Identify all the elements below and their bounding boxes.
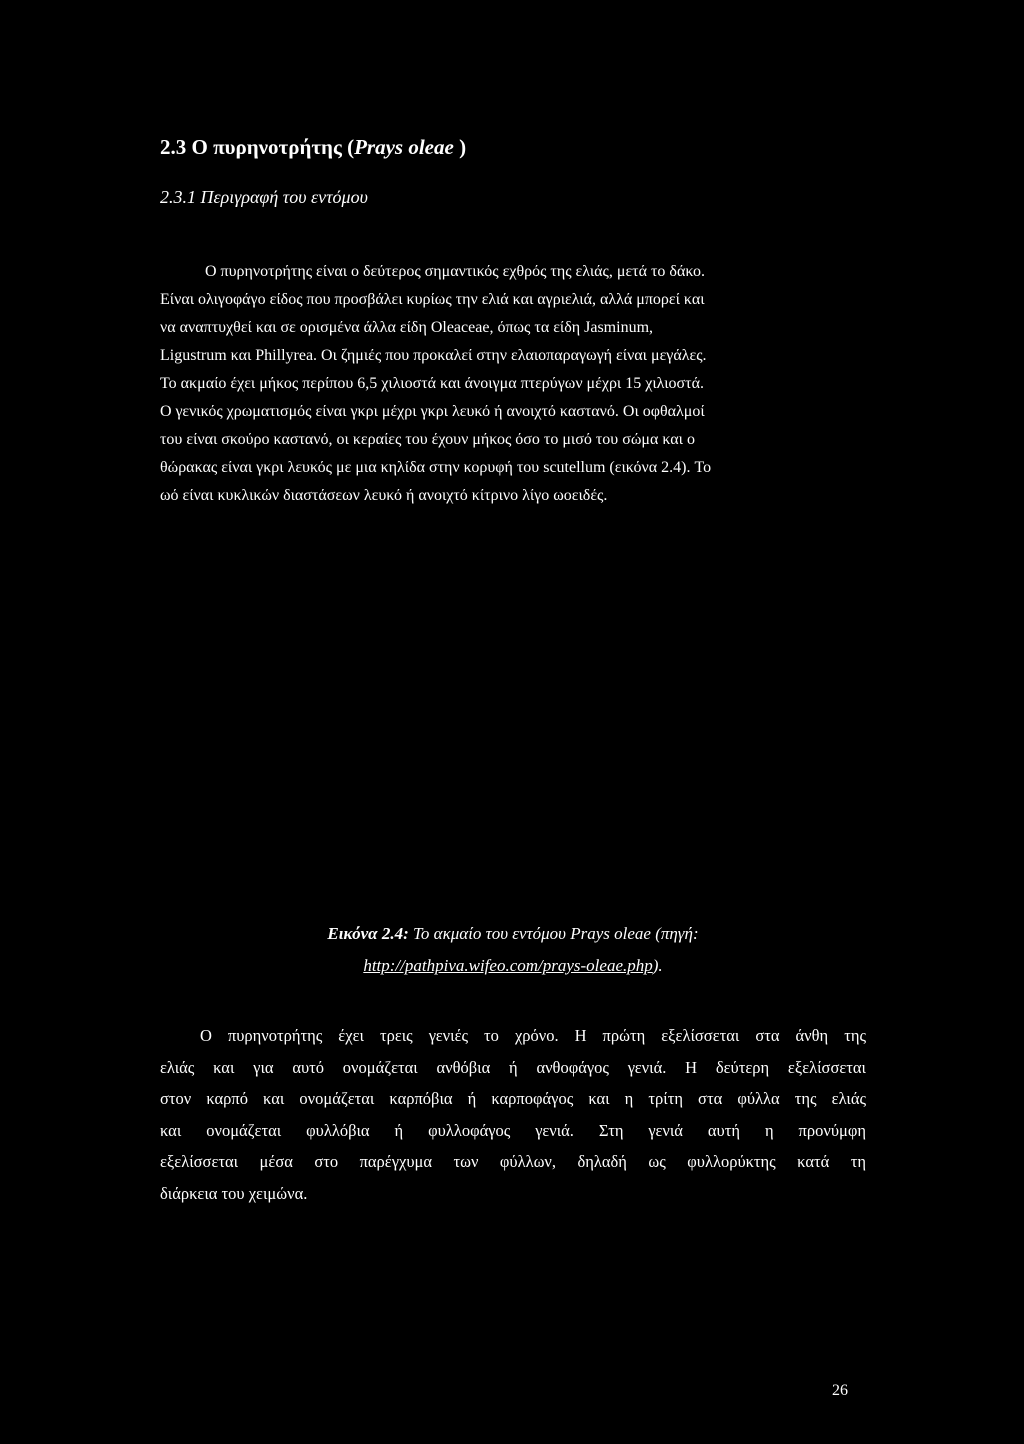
figure-image-area	[160, 590, 866, 910]
paragraph-line: να αναπτυχθεί και σε ορισμένα άλλα είδη Oleaceae, όπως τα είδη Jasminum,	[160, 319, 654, 336]
paragraph-line: ωό είναι κυκλικών διαστάσεων λευκό ή ανοιχτό κίτρινο λίγο ωοειδές.	[160, 487, 608, 504]
figure-caption	[160, 918, 866, 982]
paragraph-line: Ο πυρηνοτρήτης είναι ο δεύτερος σημαντικός εχθρός της ελιάς, μετά το δάκο.	[205, 263, 706, 280]
generations-paragraph	[160, 1020, 866, 1209]
paragraph-line: Ο γενικός χρωματισμός είναι γκρι μέχρι γκρι λευκό ή ανοιχτό καστανό. Οι οφθαλμοί	[160, 403, 705, 420]
paragraph-line: του είναι σκούρο καστανό, οι κεραίες του έχουν μήκος όσο το μισό του σώμα και ο	[160, 431, 695, 448]
paragraph-line: στον καρπό και ονομάζεται καρπόβια ή καρποφάγος και η τρίτη στα φύλλα της ελιάς	[160, 1089, 866, 1108]
caption-text: Το ακμαίο του εντόμου Prays oleae (πηγή:	[408, 924, 699, 943]
caption-source-link[interactable]: http://pathpiva.wifeo.com/prays-oleae.php	[363, 956, 653, 975]
section-heading-species: Prays oleae	[354, 135, 454, 159]
section-heading	[160, 135, 466, 160]
caption-label: Εικόνα 2.4:	[327, 924, 409, 943]
description-paragraph	[160, 258, 866, 510]
section-heading-close: )	[453, 135, 467, 159]
paragraph-line: διάρκεια του χειμώνα.	[160, 1183, 308, 1203]
page-number: 26	[832, 1382, 848, 1399]
subsection-heading: 2.3.1 Περιγραφή του εντόμου	[160, 187, 368, 207]
caption-end: ).	[652, 956, 663, 975]
paragraph-line: Είναι ολιγοφάγο είδος που προσβάλει κυρίως την ελιά και αγριελιά, αλλά μπορεί και	[160, 291, 705, 308]
paragraph-line: Το ακμαίο έχει μήκος περίπου 6,5 χιλιοστά και άνοιγμα πτερύγων μέχρι 15 χιλιοστά.	[160, 375, 704, 392]
paragraph-line: εξελίσσεται μέσα στο παρέγχυμα των φύλλων, δηλαδή ως φυλλορύκτης κατά τη	[160, 1152, 866, 1171]
paragraph-line: ελιάς και για αυτό ονομάζεται ανθόβια ή ανθοφάγος γενιά. Η δεύτερη εξελίσσεται	[160, 1057, 866, 1077]
section-heading-number: 2.3 Ο πυρηνοτρήτης (	[160, 135, 355, 159]
paragraph-line: Ο πυρηνοτρήτης έχει τρεις γενιές το χρόνο. Η πρώτη εξελίσσεται στα άνθη της	[200, 1026, 866, 1045]
paragraph-line: θώρακας είναι γκρι λευκός με μια κηλίδα στην κορυφή του scutellum (εικόνα 2.4). Το	[160, 459, 712, 476]
paragraph-line: και ονομάζεται φυλλόβια ή φυλλοφάγος γενιά. Στη γενιά αυτή η προνύμφη	[160, 1120, 866, 1140]
paragraph-line: Ligustrum και Phillyrea. Οι ζημιές που προκαλεί στην ελαιοπαραγωγή είναι μεγάλες.	[160, 347, 707, 364]
